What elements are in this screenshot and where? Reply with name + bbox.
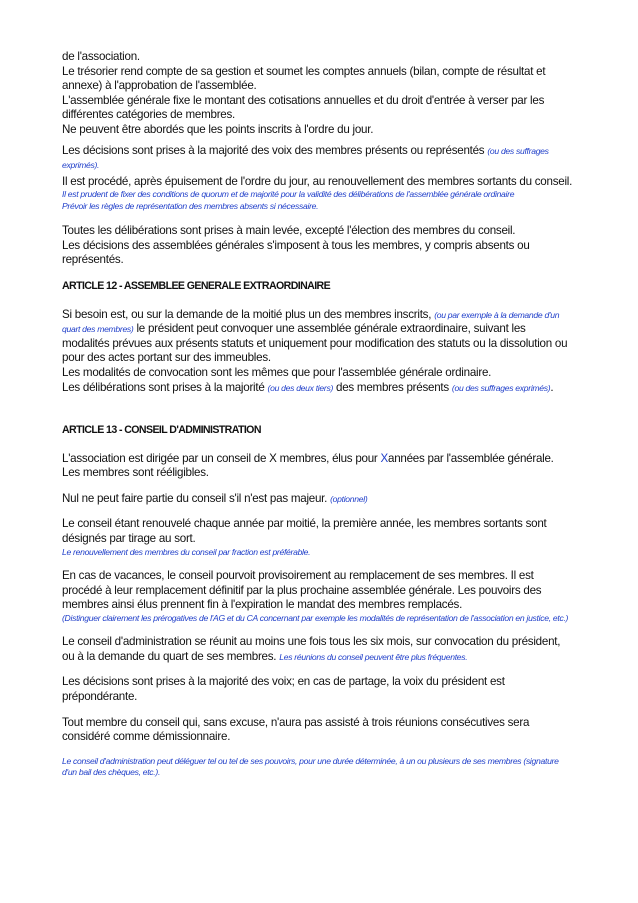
- paragraph-text: Les délibérations sont prises à la majorité: [62, 380, 265, 394]
- paragraph-text: Si besoin est, ou sur la demande de la moitié plus un des membres inscrits,: [62, 307, 432, 321]
- paragraph-text: L'association est dirigée par un conseil de X membres, élus pour: [62, 451, 378, 465]
- editor-note: (optionnel): [330, 493, 368, 504]
- board-renewal-paragraph: [62, 517, 574, 558]
- paragraph-line: Ne peuvent être abordés que les points inscrits à l'ordre du jour.: [62, 122, 374, 136]
- editor-note: Prévoir les règles de représentation des membres absents si nécessaire.: [62, 200, 319, 211]
- editor-note: (ou des suffrages exprimés): [451, 382, 551, 393]
- paragraph-text: Le conseil d'administration se réunit au moins une fois tous les six mois, sur convocation du président, ou à la demande du quart de ses membres.: [62, 635, 561, 663]
- paragraph-line: Le trésorier rend compte de sa gestion et soumet les comptes annuels (bilan, compte de résultat et annexe) à l'approbation de l'assemblée.: [62, 64, 546, 93]
- editor-note: Il est prudent de fixer des conditions de quorum et de majorité pour la validité des délibérations de l'assemblée générale ordinaire: [62, 189, 515, 200]
- editor-note: (ou des suffrages exprimés).: [62, 145, 549, 171]
- decisions-paragraph: [62, 144, 574, 173]
- paragraph-text: Le conseil étant renouvelé chaque année par moitié, la première année, les membres sortants sont désignés par tirage au sort.: [62, 517, 547, 546]
- paragraph-line: L'assemblée générale fixe le montant des cotisations annuelles et du droit d'entrée à verser par les différentes catégories de membres.: [62, 93, 545, 122]
- paragraph-text: des membres présents: [336, 380, 449, 394]
- board-composition-paragraph: [62, 452, 574, 481]
- article-12-heading: ARTICLE 12 - ASSEMBLEE GENERALE EXTRAORDINAIRE: [62, 279, 331, 292]
- article-12-paragraph: [62, 308, 574, 396]
- paragraph-line: Les décisions des assemblées générales s'imposent à tous les membres, y compris absents ou représentés.: [62, 238, 530, 267]
- paragraph-text: le président peut convoquer une assemblée générale extraordinaire, suivant les modalités prévues aux présents statuts et uniquement pour modification des statuts ou la dissolution ou pour des actes portant sur des immeubles.: [62, 322, 568, 365]
- editor-note: (Distinguer clairement les prérogatives de l'AG et du CA concernant par exemple les modalités de représentation de l'association en justice, etc.): [62, 612, 569, 623]
- vote-paragraph: [62, 224, 574, 268]
- renewal-paragraph: [62, 175, 574, 212]
- paragraph-text: Les modalités de convocation sont les mêmes que pour l'assemblée générale ordinaire.: [62, 365, 492, 379]
- editor-note: (ou des deux tiers): [267, 382, 334, 393]
- board-delegation-paragraph: [62, 756, 574, 779]
- paragraph-text: Nul ne peut faire partie du conseil s'il n'est pas majeur.: [62, 491, 328, 505]
- editor-note: Les réunions du conseil peuvent être plus fréquentes.: [279, 651, 468, 662]
- paragraph-text: Les décisions sont prises à la majorité des voix; en cas de partage, la voix du président est prépondérante.: [62, 675, 505, 704]
- editor-note: (ou par exemple à la demande d'un quart des membres): [62, 309, 560, 335]
- paragraph-text: .: [550, 380, 554, 394]
- article-13-heading: ARTICLE 13 - CONSEIL D'ADMINISTRATION: [62, 424, 261, 437]
- board-vacancies-paragraph: [62, 569, 574, 624]
- board-meetings-paragraph: [62, 635, 574, 664]
- paragraph-line: Toutes les délibérations sont prises à main levée, excepté l'élection des membres du conseil.: [62, 224, 516, 238]
- editor-note: Le conseil d'administration peut déléguer tel ou tel de ses pouvoirs, pour une durée déterminée, à un ou plusieurs de ses membres (signature d'un bail des chèques, etc.).: [62, 755, 559, 778]
- paragraph-line: de l'association.: [62, 50, 140, 63]
- paragraph-text: Il est procédé, après épuisement de l'ordre du jour, au renouvellement des membres sortants du conseil.: [62, 174, 573, 188]
- board-decisions-paragraph: [62, 675, 574, 704]
- paragraph-text: Tout membre du conseil qui, sans excuse, n'aura pas assisté à trois réunions consécutives sera considéré comme démissionnaire.: [62, 715, 530, 744]
- editor-note: Le renouvellement des membres du conseil par fraction est préférable.: [62, 546, 311, 557]
- paragraph-text: années par l'assemblée générale. Les membres sont rééligibles.: [62, 451, 554, 480]
- placeholder-x: X: [380, 451, 388, 465]
- board-majority-paragraph: [62, 492, 574, 507]
- paragraph-text: En cas de vacances, le conseil pourvoit provisoirement au remplacement de ses membres. Il est procédé à leur remplacement définitif par la plus prochaine assemblée générale. Les pouvoirs des membres ainsi élus prennent fin à l'expiration le mandat des membres remplacés.: [62, 569, 542, 612]
- document-page: [62, 50, 574, 790]
- paragraph-text: Les décisions sont prises à la majorité des voix des membres présents ou représentés: [62, 143, 485, 157]
- board-absence-paragraph: [62, 716, 574, 745]
- assembly-paragraph: [62, 50, 574, 138]
